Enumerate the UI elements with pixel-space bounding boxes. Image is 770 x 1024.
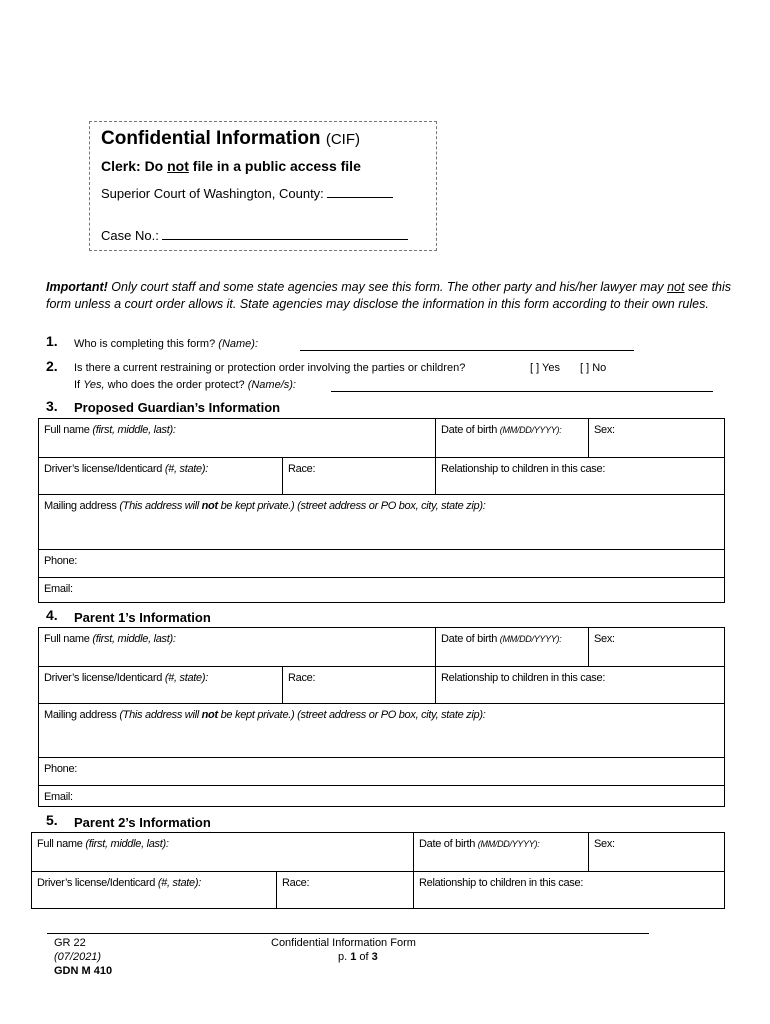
section-5-number: 5. bbox=[46, 812, 58, 828]
important-notice: Important! Only court staff and some state agencies may see this form. The other party and his/her lawyer may not see this form unless a court order allows it. State agencies may disclose the information in this form according to their own rules. bbox=[46, 280, 732, 311]
section-3-title: Proposed Guardian’s Information bbox=[74, 400, 281, 415]
section-3-number: 3. bbox=[46, 398, 58, 414]
q2-yes-checkbox[interactable]: [ ] Yes bbox=[530, 362, 560, 374]
q2-number: 2. bbox=[46, 358, 58, 374]
parent1-dob-field[interactable]: Date of birth (MM/DD/YYYY): bbox=[436, 628, 589, 667]
parent1-relationship-field[interactable]: Relationship to children in this case: bbox=[436, 667, 725, 704]
footer-divider bbox=[47, 933, 649, 934]
clerk-notice: Clerk: Do not file in a public access file bbox=[101, 158, 361, 174]
parent2-dob-field[interactable]: Date of birth (MM/DD/YYYY): bbox=[414, 833, 589, 872]
guardian-dob-field[interactable]: Date of birth (MM/DD/YYYY): bbox=[436, 419, 589, 458]
parent1-table bbox=[38, 627, 725, 807]
guardian-race-field[interactable]: Race: bbox=[283, 458, 436, 495]
guardian-phone-field[interactable]: Phone: bbox=[39, 550, 725, 578]
section-5-title: Parent 2’s Information bbox=[74, 815, 211, 830]
section-4-title: Parent 1’s Information bbox=[74, 610, 211, 625]
footer-page-number: p. 1 of 3 bbox=[338, 951, 378, 963]
footer-revision-date: (07/2021) bbox=[54, 951, 102, 963]
q2-text: Is there a current restraining or protection order involving the parties or children? bbox=[74, 362, 466, 374]
parent1-license-field[interactable]: Driver’s license/Identicard (#, state): bbox=[39, 667, 283, 704]
q2-names-field[interactable] bbox=[331, 390, 713, 392]
q1-text: Who is completing this form? (Name): bbox=[74, 338, 259, 350]
parent1-full-name-field[interactable]: Full name (first, middle, last): bbox=[39, 628, 436, 667]
parent1-phone-field[interactable]: Phone: bbox=[39, 758, 725, 786]
parent2-full-name-field[interactable]: Full name (first, middle, last): bbox=[32, 833, 414, 872]
q2-no-checkbox[interactable]: [ ] No bbox=[580, 362, 607, 374]
parent1-mailing-address-field[interactable]: Mailing address (This address will not be kept private.) (street address or PO box, city, state zip): bbox=[39, 704, 725, 758]
footer-form-id: GR 22 bbox=[54, 937, 86, 949]
parent1-email-field[interactable]: Email: bbox=[39, 786, 725, 807]
q1-name-field[interactable] bbox=[300, 349, 634, 351]
parent2-table bbox=[31, 832, 725, 909]
parent2-race-field[interactable]: Race: bbox=[277, 872, 414, 909]
guardian-table bbox=[38, 418, 725, 603]
parent1-sex-field[interactable]: Sex: bbox=[589, 628, 725, 667]
case-number-field[interactable]: Case No.: bbox=[101, 227, 408, 243]
footer-form-code: GDN M 410 bbox=[54, 965, 113, 977]
q2-followup: If Yes, who does the order protect? (Name/s): bbox=[74, 379, 296, 391]
parent1-race-field[interactable]: Race: bbox=[283, 667, 436, 704]
county-field[interactable]: Superior Court of Washington, County: bbox=[101, 185, 393, 201]
guardian-relationship-field[interactable]: Relationship to children in this case: bbox=[436, 458, 725, 495]
footer-form-name: Confidential Information Form bbox=[271, 937, 416, 949]
q1-number: 1. bbox=[46, 333, 58, 349]
parent2-sex-field[interactable]: Sex: bbox=[589, 833, 725, 872]
guardian-full-name-field[interactable]: Full name (first, middle, last): bbox=[39, 419, 436, 458]
form-title: Confidential Information (CIF) bbox=[101, 128, 360, 149]
guardian-sex-field[interactable]: Sex: bbox=[589, 419, 725, 458]
parent2-relationship-field[interactable]: Relationship to children in this case: bbox=[414, 872, 725, 909]
guardian-license-field[interactable]: Driver’s license/Identicard (#, state): bbox=[39, 458, 283, 495]
guardian-email-field[interactable]: Email: bbox=[39, 578, 725, 603]
section-4-number: 4. bbox=[46, 607, 58, 623]
parent2-license-field[interactable]: Driver’s license/Identicard (#, state): bbox=[32, 872, 277, 909]
guardian-mailing-address-field[interactable]: Mailing address (This address will not be kept private.) (street address or PO box, city, state zip): bbox=[39, 495, 725, 550]
